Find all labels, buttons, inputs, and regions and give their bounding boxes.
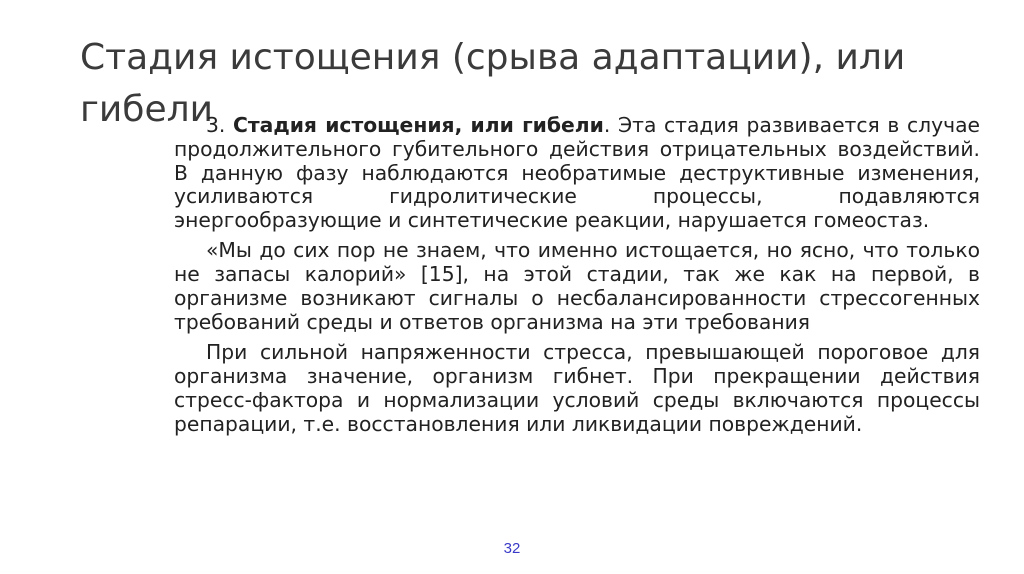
stage-heading: Стадия истощения, или гибели	[233, 113, 604, 137]
slide-body	[174, 114, 980, 443]
slide-title: Стадия истощения (срыва адаптации), или гибели	[80, 37, 906, 130]
paragraph-prefix: 3.	[206, 113, 234, 137]
paragraph-quote: «Мы до сих пор не знаем, что именно истощается, но ясно, что только не запасы калорий» [15], на этой стадии, так же как на первой, в организме возникают сигналы о несбалансированности стрессогенных требований среды и ответов организма на эти требования	[174, 238, 980, 334]
paragraph-conclusion: При сильной напряженности стресса, превышающей пороговое для организма значение, организм гибнет. При прекращении действия стресс-фактора и нормализации условий среды включаются процессы репарации, т.е. восстановления или ликвидации повреждений.	[174, 340, 980, 436]
page-number: 32	[503, 540, 521, 557]
paragraph-text: . Эта стадия развивается в случае продолжительного губительного действия отрицательных воздействий. В данную фазу наблюдаются необратимые деструктивные изменения, усиливаются гидролитические процессы, подавляются энергообразующие и синтетические реакции, нарушается гомеостаз.	[174, 113, 980, 233]
paragraph-stage-description	[174, 114, 980, 233]
